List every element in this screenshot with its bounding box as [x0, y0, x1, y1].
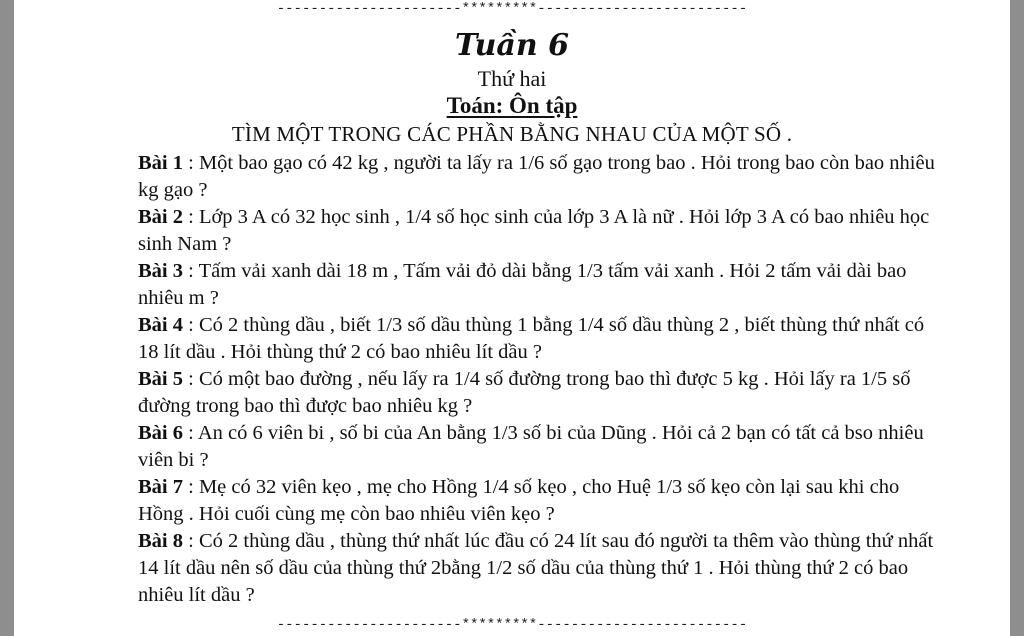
- exercise-text: : Tấm vải xanh dài 18 m , Tấm vải đỏ dài bằng 1/3 tấm vải xanh . Hỏi 2 tấm vải dài bao nhiêu m ?: [138, 260, 907, 309]
- exercise-text: : Có 2 thùng dầu , biết 1/3 số dầu thùng 1 bằng 1/4 số dầu thùng 2 , biết thùng thứ nhất có 18 lít dầu . Hỏi thùng thứ 2 có bao nhiêu lít dầu ?: [138, 314, 925, 363]
- exercise-1: [138, 150, 938, 204]
- exercise-text: : An có 6 viên bi , số bi của An bằng 1/3 số bi của Dũng . Hỏi cả 2 bạn có tất cả bso nhiêu viên bi ?: [138, 422, 924, 471]
- exercise-text: : Một bao gạo có 42 kg , người ta lấy ra 1/6 số gạo trong bao . Hỏi trong bao còn bao nhiêu kg gạo ?: [138, 152, 935, 201]
- exercise-text: : Có 2 thùng dầu , thùng thứ nhất lúc đầu có 24 lít sau đó người ta thêm vào thùng thứ nhất 14 lít dầu nên số dầu của thùng thứ 2bằng 1/2 số dầu của thùng thứ 1 . Hỏi thùng thứ 2 có bao nhiêu lít dầu ?: [138, 530, 934, 606]
- exercise-label: Bài 2: [138, 206, 183, 228]
- exercise-label: Bài 3: [138, 260, 183, 282]
- exercise-label: Bài 5: [138, 368, 183, 390]
- subject-title-text: Toán: Ôn tập: [446, 93, 578, 118]
- exercise-3: [138, 258, 938, 312]
- right-page-edge: [1010, 0, 1024, 636]
- top-divider: ----------------------*********-------------------------: [276, 1, 748, 17]
- week-title: Tuần 6: [455, 28, 569, 63]
- exercise-label: Bài 8: [138, 530, 183, 552]
- exercise-label: Bài 6: [138, 422, 183, 444]
- exercise-label: Bài 4: [138, 314, 183, 336]
- exercise-label: Bài 1: [138, 152, 183, 174]
- exercise-5: [138, 366, 938, 420]
- exercise-text: : Có một bao đường , nếu lấy ra 1/4 số đường trong bao thì được 5 kg . Hỏi lấy ra 1/5 số đường trong bao thì được bao nhiêu kg ?: [138, 368, 911, 417]
- exercise-7: [138, 474, 938, 528]
- exercise-list: [138, 150, 938, 609]
- exercise-8: [138, 528, 938, 609]
- exercise-label: Bài 7: [138, 476, 183, 498]
- exercise-6: [138, 420, 938, 474]
- document-page: [14, 0, 1010, 636]
- left-page-edge: [0, 0, 14, 636]
- exercise-2: [138, 204, 938, 258]
- exercise-text: : Mẹ có 32 viên kẹo , mẹ cho Hồng 1/4 số kẹo , cho Huệ 1/3 số kẹo còn lại sau khi cho Hồng . Hỏi cuối cùng mẹ còn bao nhiêu viên kẹo ?: [138, 476, 900, 525]
- bottom-divider: ----------------------*********-------------------------: [276, 617, 748, 633]
- subject-title: [14, 93, 1010, 119]
- topic-title: TÌM MỘT TRONG CÁC PHẦN BẰNG NHAU CỦA MỘT SỐ .: [231, 122, 793, 146]
- day-title: Thứ hai: [477, 66, 547, 91]
- exercise-4: [138, 312, 938, 366]
- exercise-text: : Lớp 3 A có 32 học sinh , 1/4 số học sinh của lớp 3 A là nữ . Hỏi lớp 3 A có bao nhiêu học sinh Nam ?: [138, 206, 930, 255]
